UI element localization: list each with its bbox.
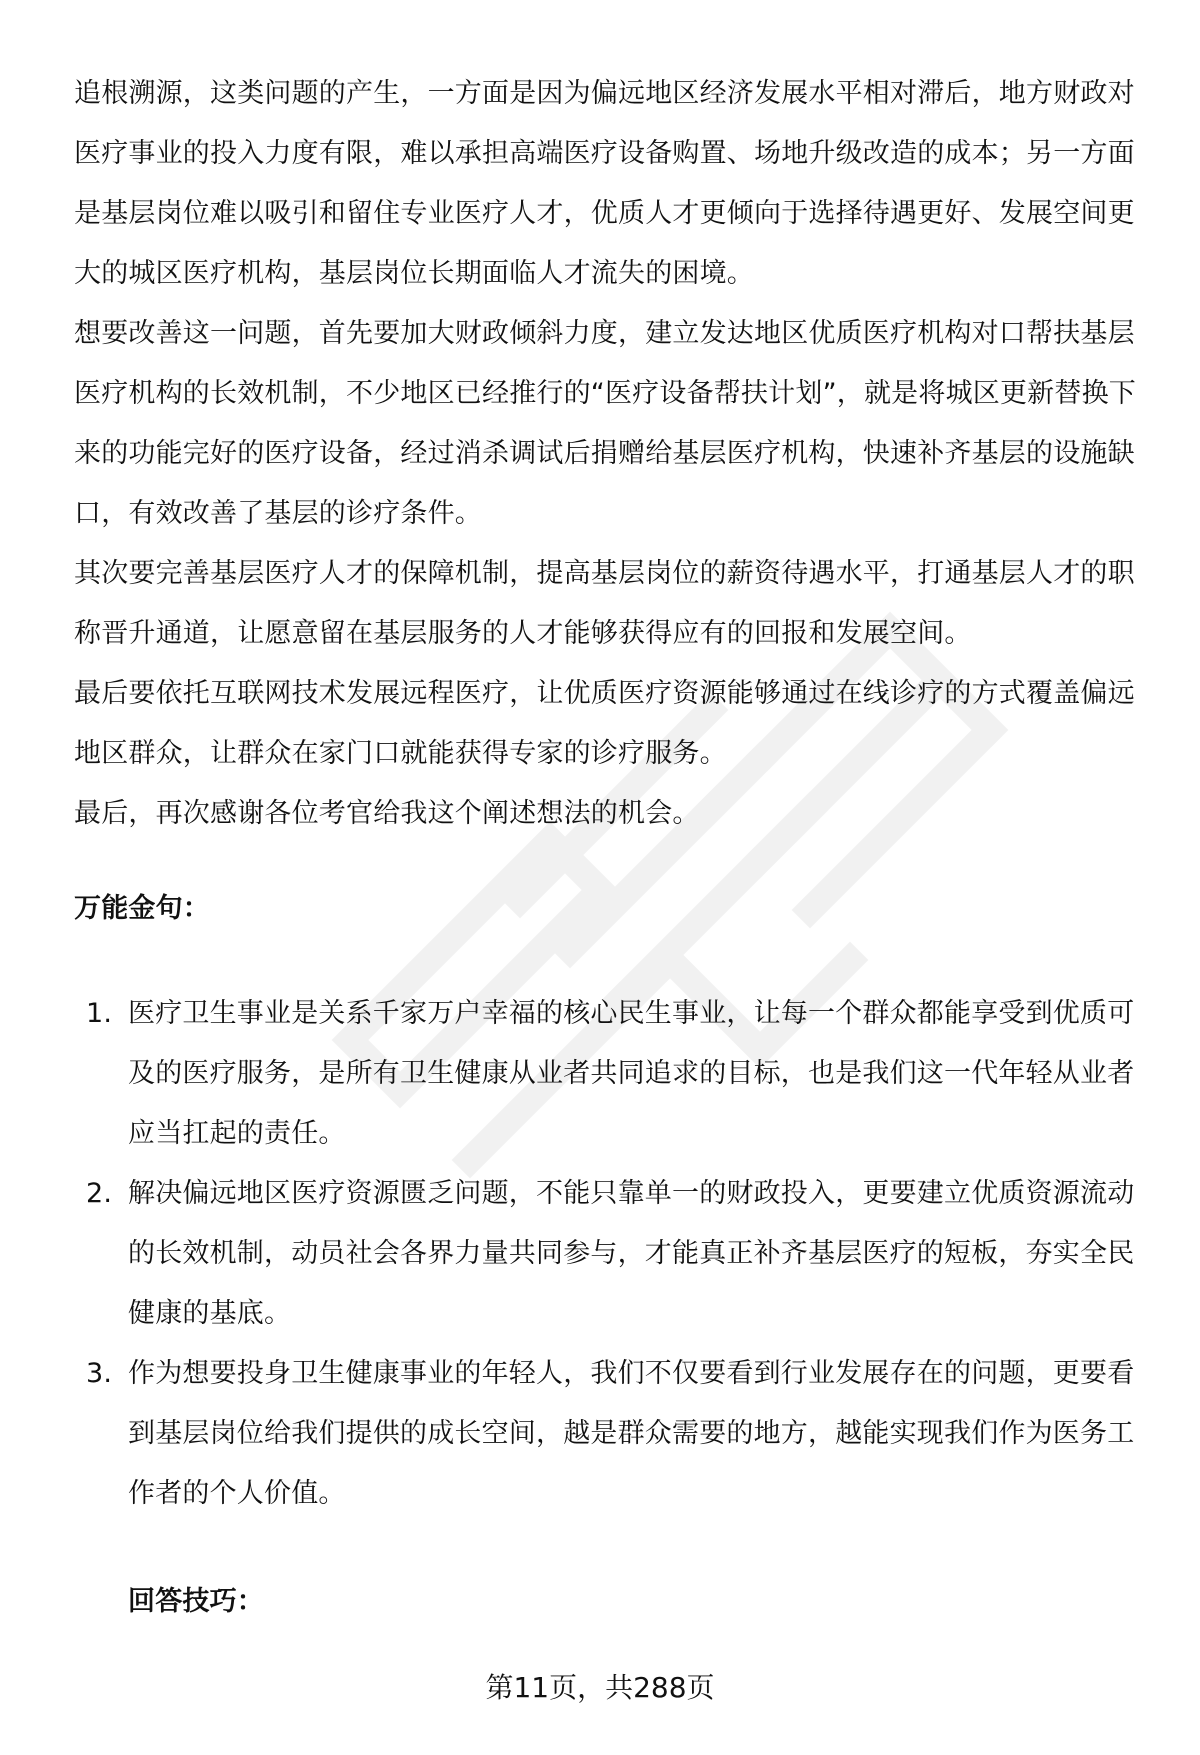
section-heading-answer-tips: 回答技巧：	[128, 1586, 264, 1617]
list-item	[74, 984, 1154, 1164]
paragraph: 最后，再次感谢各位考官给我这个阐述想法的机会。	[74, 798, 700, 829]
body-text	[74, 64, 1154, 1632]
paragraph: 其次要完善基层医疗人才的保障机制，提高基层岗位的薪资待遇水平，打通基层人才的职称晋升通道，让愿意留在基层服务的人才能够获得应有的回报和发展空间。	[74, 558, 1135, 649]
golden-sentence-list	[74, 984, 1154, 1524]
list-item	[74, 1164, 1154, 1344]
list-item	[74, 1344, 1154, 1524]
section-heading-universal-sentences: 万能金句：	[74, 893, 210, 924]
page-number-footer: 第11页，共288页	[485, 1671, 715, 1704]
list-number: 1.	[86, 998, 113, 1029]
list-number: 3.	[86, 1358, 113, 1389]
paragraph: 想要改善这一问题，首先要加大财政倾斜力度，建立发达地区优质医疗机构对口帮扶基层医疗机构的长效机制，不少地区已经推行的“医疗设备帮扶计划”，就是将城区更新替换下来的功能完好的医疗设备，经过消杀调试后捐赠给基层医疗机构，快速补齐基层的设施缺口，有效改善了基层的诊疗条件。	[74, 318, 1136, 529]
list-item-text: 解决偏远地区医疗资源匮乏问题，不能只靠单一的财政投入，更要建立优质资源流动的长效机制，动员社会各界力量共同参与，才能真正补齐基层医疗的短板，夯实全民健康的基底。	[128, 1178, 1135, 1329]
list-number: 2.	[86, 1178, 113, 1209]
list-item-text: 作为想要投身卫生健康事业的年轻人，我们不仅要看到行业发展存在的问题，更要看到基层岗位给我们提供的成长空间，越是群众需要的地方，越能实现我们作为医务工作者的个人价值。	[128, 1358, 1135, 1509]
paragraph: 最后要依托互联网技术发展远程医疗，让优质医疗资源能够通过在线诊疗的方式覆盖偏远地区群众，让群众在家门口就能获得专家的诊疗服务。	[74, 678, 1135, 769]
paragraph: 追根溯源，这类问题的产生，一方面是因为偏远地区经济发展水平相对滞后，地方财政对医疗事业的投入力度有限，难以承担高端医疗设备购置、场地升级改造的成本；另一方面是基层岗位难以吸引和留住专业医疗人才，优质人才更倾向于选择待遇更好、发展空间更大的城区医疗机构，基层岗位长期面临人才流失的困境。	[74, 78, 1135, 289]
list-item-text: 医疗卫生事业是关系千家万户幸福的核心民生事业，让每一个群众都能享受到优质可及的医疗服务，是所有卫生健康从业者共同追求的目标，也是我们这一代年轻从业者应当扛起的责任。	[128, 998, 1135, 1149]
